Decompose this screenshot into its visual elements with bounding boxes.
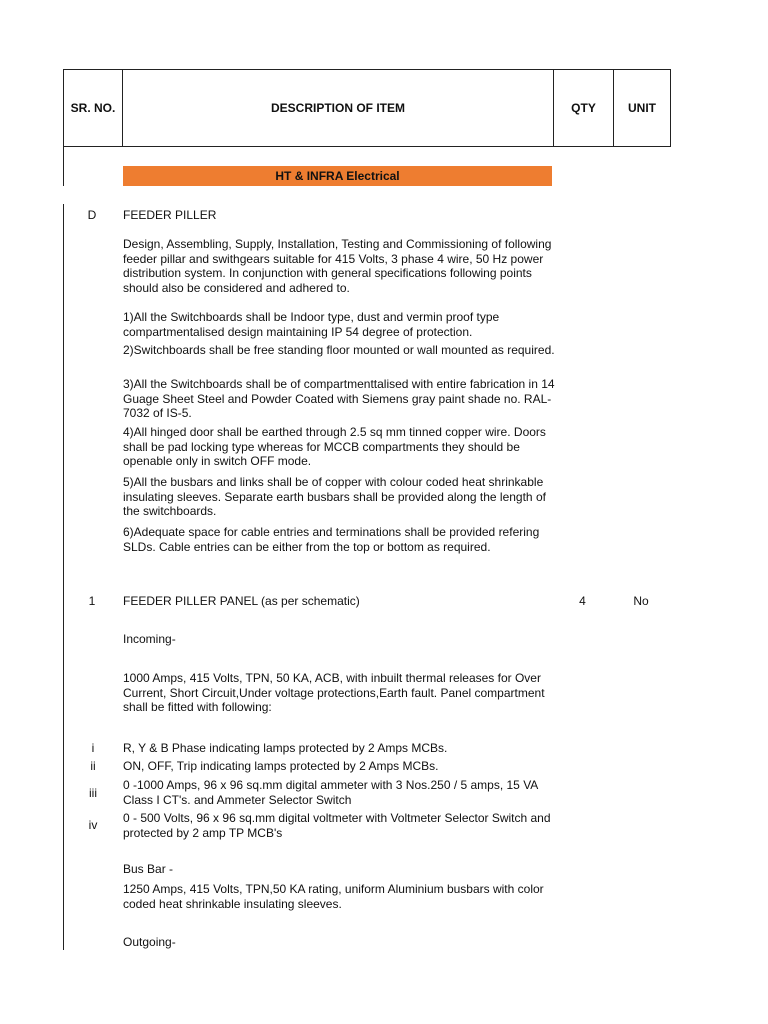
- incoming-label: Incoming-: [123, 632, 176, 646]
- item-d-point-4: 4)All hinged door shall be earthed through 2.5 sq mm tinned copper wire. Doors shall be pad locking type whereas for MCCB compartments they should be openable only in switch OFF mode.: [123, 425, 546, 468]
- sub-item-number: iv: [88, 818, 98, 832]
- sub-item-text: ON, OFF, Trip indicating lamps protected by 2 Amps MCBs.: [123, 759, 439, 773]
- section-band: HT & INFRA Electrical: [123, 166, 552, 186]
- column-header-qty: QTY: [554, 70, 614, 146]
- sub-item-number: ii: [90, 759, 96, 773]
- item-d-sr-no: D: [87, 208, 97, 222]
- item-d-point-1: 1)All the Switchboards shall be Indoor type, dust and vermin proof type compartmentalised design maintaining IP 54 degree of protection.: [123, 310, 500, 339]
- busbar-label: Bus Bar -: [123, 862, 174, 876]
- busbar-text: 1250 Amps, 415 Volts, TPN,50 KA rating, uniform Aluminium busbars with color coded heat shrinkable insulating sleeves.: [123, 882, 544, 911]
- column-header-description: DESCRIPTION OF ITEM: [123, 70, 554, 146]
- item-1-qty: 4: [579, 594, 586, 608]
- left-border-line: [63, 204, 64, 950]
- sub-item-text: 0 -1000 Amps, 96 x 96 sq.mm digital ammeter with 3 Nos.250 / 5 amps, 15 VA Class I CT's. and Ammeter Selector Switch: [123, 778, 538, 807]
- column-header-sr-no: SR. NO.: [64, 70, 123, 146]
- column-header-unit: UNIT: [628, 101, 656, 115]
- item-1-sr-no: 1: [88, 594, 96, 608]
- left-border-line-top: [63, 147, 64, 186]
- sub-item-number: iii: [89, 786, 97, 800]
- item-1-title: FEEDER PILLER PANEL (as per schematic): [123, 594, 360, 608]
- item-d-point-2: 2)Switchboards shall be free standing floor mounted or wall mounted as required.: [123, 343, 555, 357]
- outgoing-label: Outgoing-: [123, 935, 176, 949]
- item-1-unit: No: [633, 594, 649, 608]
- item-d-point-6: 6)Adequate space for cable entries and terminations shall be provided refering SLDs. Cable entries can be either from the top or bottom as required.: [123, 525, 540, 554]
- sub-item-number: i: [91, 741, 95, 755]
- item-d-point-3: 3)All the Switchboards shall be of compartmenttalised with entire fabrication in 14 Guage Sheet Steel and Powder Coated with Siemens gray paint shade no. RAL-7032 of IS-5.: [123, 377, 555, 420]
- incoming-text: 1000 Amps, 415 Volts, TPN, 50 KA, ACB, with inbuilt thermal releases for Over Current, Short Circuit,Under voltage protections,Earth fault. Panel compartment shall be fitted with following:: [123, 671, 545, 714]
- table-header-row: [63, 69, 671, 147]
- item-d-intro: Design, Assembling, Supply, Installation, Testing and Commissioning of following feeder pillar and swithgears suitable for 415 Volts, 3 phase 4 wire, 50 Hz power distribution system. In conjunction with general specifications following points should also be considered and adhered to.: [123, 237, 552, 295]
- sub-item-text: R, Y & B Phase indicating lamps protected by 2 Amps MCBs.: [123, 741, 448, 755]
- item-d-point-5: 5)All the busbars and links shall be of copper with colour coded heat shrinkable insulating sleeves. Separate earth busbars shall be provided along the length of the switchboards.: [123, 475, 546, 518]
- sub-item-text: 0 - 500 Volts, 96 x 96 sq.mm digital voltmeter with Voltmeter Selector Switch and protected by 2 amp TP MCB's: [123, 811, 551, 840]
- item-d-title: FEEDER PILLER: [123, 208, 217, 222]
